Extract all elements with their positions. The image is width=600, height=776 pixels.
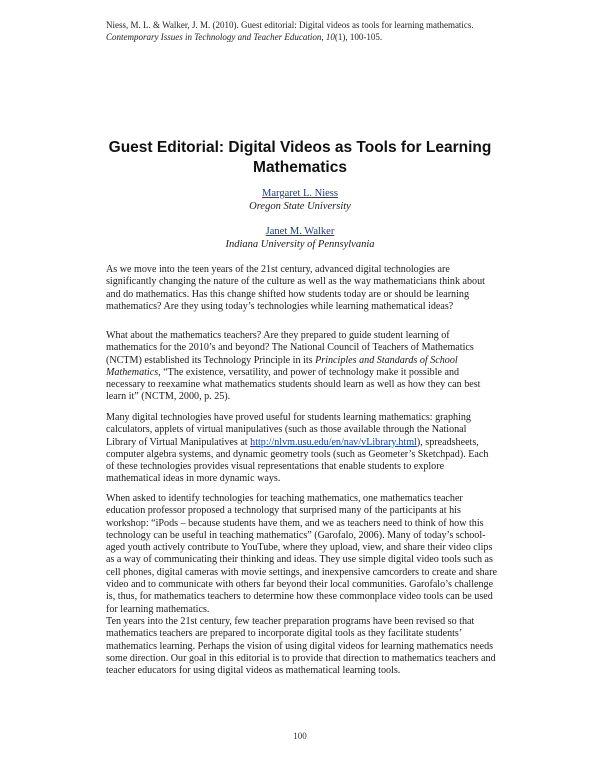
citation-prefix: Niess, M. L. & Walker, J. M. (2010). Guest editorial: Digital videos as tools for learning mathematics. [106,20,474,30]
author-affiliation: Oregon State University [249,201,351,212]
nlvm-link[interactable]: http://nlvm.usu.edu/en/nav/vLibrary.html [250,436,417,448]
paragraph-4: When asked to identify technologies for teaching mathematics, one mathematics teacher education professor proposed a technology that surprised many of the participants at his workshop: “iPods – because students have them, and we as teachers need to think of how this technology can be useful in teaching mathematics” (Garofalo, 2006). Many of today’s school-aged youth actively contribute to YouTube, where they upload, view, and share their video clips as a way of communicating their thinking and ideas. They use simple digital video tools such as cell phones, digital cameras with movie settings, and inexpensive camcorders to create and share video and to communicate with others far beyond their local communities. Garofalo’s challenge is, thus, for mathematics teachers to determine how these commonplace video tools can be used for learning mathematics. [106,493,497,615]
paragraph-2-text-b: , “The existence, versatility, and power of technology make it possible and necessary to reexamine what mathematics students should learn as well as how they can best learn it” (NCTM, 2000, p. 25). [106,366,481,403]
page-number: 100 [293,731,307,741]
paragraph-3-text-a: Many digital technologies have proved useful for students learning mathematics: graphing calculators, applets of virtual manipulatives (such as those available through the National Library of Virtual Manipulatives at [106,412,471,448]
author-affiliation: Indiana University of Pennsylvania [225,239,375,250]
paper-title: Guest Editorial: Digital Videos as Tools for Learning Mathematics [108,139,492,176]
paragraph-1: As we move into the teen years of the 21st century, advanced digital technologies are significantly changing the nature of the culture as well as the way mathematicians think about and do mathematics. Has this change shifted how students today are or should be learning mathematics? Are they using today’s technologies while learning mathematical ideas? [106,264,485,312]
paragraph-2-book-title: Principles and Standards of School Mathematics [106,354,458,378]
paragraph-3-text-b: ), spreadsheets, computer algebra systems, and dynamic geometry tools (such as Geometer’s Sketchpad). Each of these technologies provides visual representations that enable students to explore mathematical ideas in more dynamic ways. [106,436,489,485]
author-name-link[interactable]: Janet M. Walker [265,226,335,237]
paragraph-2 [106,330,498,404]
author-block-1 [100,187,500,213]
citation-journal: Contemporary Issues in Technology and Teacher Education, 10 [106,32,335,42]
citation-header [106,19,506,43]
paragraph-5: Ten years into the 21st century, few teacher preparation programs have been revised so that mathematics teachers are prepared to incorporate digital tools as they facilitate students’ mathematics learning. Perhaps the vision of using digital videos for learning mathematics needs some direction. Our goal in this editorial is to provide that direction to mathematics teachers and teacher educators for using digital videos as mathematical learning tools. [106,616,496,677]
author-name-link[interactable]: Margaret L. Niess [262,188,338,199]
author-block-2 [100,225,500,251]
citation-suffix: (1), 100-105. [334,32,383,42]
paragraph-3 [106,412,498,486]
paragraph-2-text-a: What about the mathematics teachers? Are they prepared to guide student learning of mathematics for the 2010’s and beyond? The National Council of Teachers of Mathematics (NCTM) established its Technology Principle in its [106,330,474,366]
